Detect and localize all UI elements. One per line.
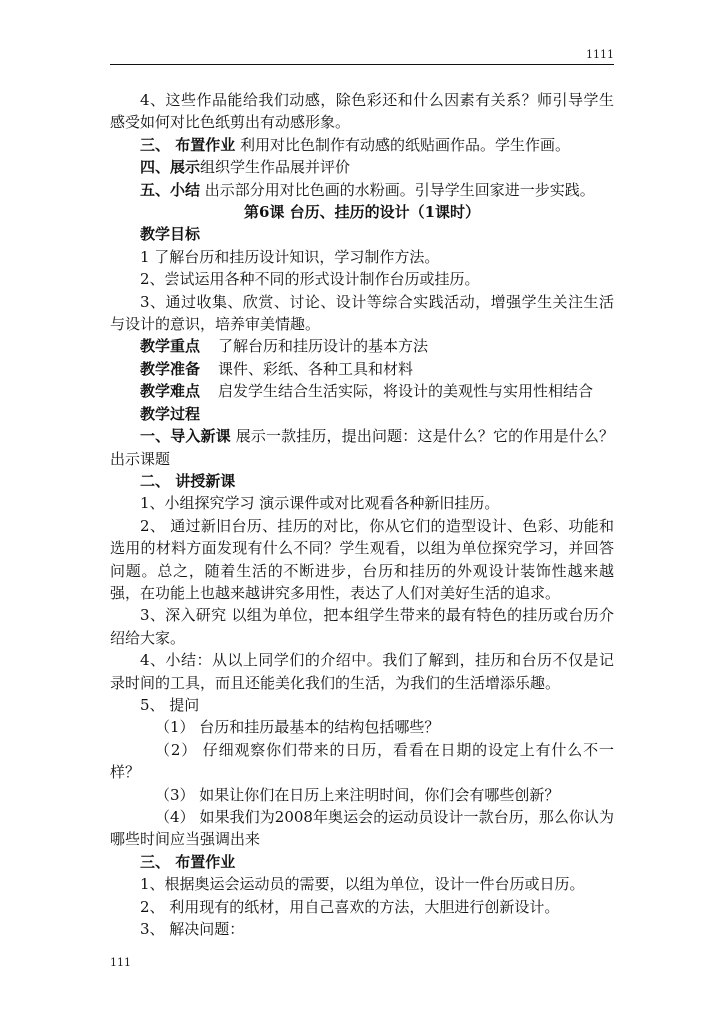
footer-page-number: 111 (110, 956, 131, 969)
paragraph: 教学重点 了解台历和挂历设计的基本方法 (140, 337, 429, 356)
paragraph (110, 223, 614, 245)
paragraph: 3、深入研究 以组为单位，把本组学生带来的最有特色的挂历或台历介绍给大家。 (110, 606, 614, 647)
paragraph: （4） 如果我们为2008年奥运会的运动员设计一款台历，那么你认为哪些时间应当强调出来 (110, 808, 614, 849)
section-heading: 五、小结 (140, 180, 201, 199)
paragraph (110, 851, 614, 873)
section-heading: 教学过程 (140, 404, 201, 423)
section-heading: 教学难点 (140, 382, 201, 401)
paragraph: 三、 布置作业 利用对比色制作有动感的纸贴画作品。学生作画。 (140, 135, 571, 154)
section-heading: 二、 讲授新课 (140, 471, 236, 490)
paragraph: 四、展示组织学生作品展并评价 (140, 158, 351, 177)
paragraph: 1、根据奥运会运动员的需要，以组为单位，设计一件台历或日历。 (140, 875, 585, 894)
paragraph: 1、小组探究学习 演示课件或对比观看各种新旧挂历。 (140, 494, 500, 513)
paragraph: 2、 通过新旧台历、挂历的对比，你从它们的造型设计、色彩、功能和选用的材料方面发现有什么不同？学生观看，以组为单位探究学习，并回答问题。总之，随着生活的不断进步，台历和挂历的外观设计装饰性越来越强，在功能上也越来越讲究多用性，表达了人们对美好生活的追求。 (110, 516, 614, 602)
paragraph (110, 403, 614, 425)
paragraph: （3） 如果让你们在日历上来注明时间，你们会有哪些创新？ (155, 785, 560, 804)
section-heading: 四、展示 (140, 158, 201, 177)
paragraph: （2） 仔细观察你们带来的日历，看看在日期的设定上有什么不一样？ (110, 740, 614, 782)
paragraph: 一、导入新课 展示一款挂历，提出问题：这是什么？它的作用是什么？ 出示课题 (110, 427, 614, 468)
paragraph: （1） 台历和挂历最基本的结构包括哪些？ (155, 718, 440, 737)
section-heading: 教学目标 (140, 225, 201, 244)
paragraph: 五、小结 出示部分用对比色画的水粉画。引导学生回家进一步实践。 (140, 180, 595, 199)
paragraph: 3、通过收集、欣赏、讨论、设计等综合实践活动，增强学生关注生活与设计的意识，培养审美情趣。 (110, 292, 614, 334)
paragraph: 2、 利用现有的纸材，用自己喜欢的方法，大胆进行创新设计。 (140, 897, 560, 916)
paragraph (110, 470, 614, 492)
paragraph: 2、尝试运用各种不同的形式设计制作台历或挂历。 (140, 270, 480, 289)
paragraph: 教学难点 启发学生结合生活实际，将设计的美观性与实用性相结合 (140, 382, 594, 401)
document-body (110, 89, 614, 940)
paragraph: 教学准备 课件、彩纸、各种工具和材料 (140, 359, 414, 378)
header-rule (110, 64, 614, 65)
section-heading: 一、导入新课 (140, 427, 231, 446)
paragraph: 4、小结：从以上同学们的介绍中。我们了解到，挂历和台历不仅是记录时间的工具，而且还能美化我们的生活，为我们的生活增添乐趣。 (110, 651, 614, 692)
section-heading: 三、 布置作业 (140, 852, 236, 871)
section-heading: 三、 布置作业 (140, 135, 236, 154)
paragraph: 4、这些作品能给我们动感，除色彩还和什么因素有关系？师引导学生感受如何对比色纸剪出有动感形象。 (110, 91, 614, 132)
section-heading: 教学重点 (140, 337, 201, 356)
paragraph: 3、 解决问题： (140, 920, 245, 939)
lesson-title: 第6课 台历、挂历的设计（1课时） (243, 203, 481, 222)
paragraph: 5、 提问 (140, 695, 200, 714)
section-heading: 教学准备 (140, 359, 201, 378)
header-page-number: 1111 (586, 48, 614, 61)
paragraph: 1 了解台历和挂历设计知识，学习制作方法。 (140, 247, 440, 266)
